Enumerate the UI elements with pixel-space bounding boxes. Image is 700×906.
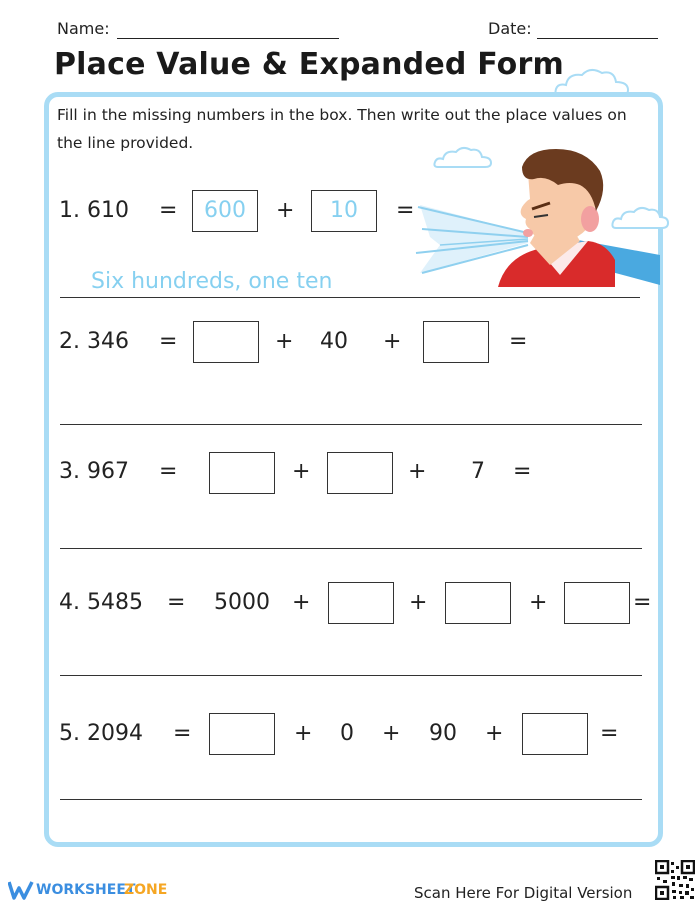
name-field-line[interactable] — [117, 38, 339, 39]
problem-1-box-tens[interactable]: 10 — [311, 190, 377, 232]
problem-4-number: 4. 5485 — [59, 590, 143, 615]
problem-1-answer-line[interactable] — [60, 297, 640, 298]
equals-sign: = — [159, 459, 178, 484]
problem-5-box-ones[interactable] — [522, 713, 588, 755]
problem-5-answer-line[interactable] — [60, 799, 642, 800]
date-label: Date: — [488, 19, 532, 38]
problem-4-given-thousands: 5000 — [214, 590, 270, 615]
problem-3-box-hundreds[interactable] — [209, 452, 275, 494]
problem-1-box-hundreds[interactable]: 600 — [192, 190, 258, 232]
problem-1-number: 1. 610 — [59, 198, 129, 223]
problem-3-number: 3. 967 — [59, 459, 129, 484]
plus-sign: + — [294, 721, 313, 746]
date-field-line[interactable] — [537, 38, 658, 39]
equals-sign: = — [159, 329, 178, 354]
plus-sign: + — [408, 459, 427, 484]
problem-3-answer-line[interactable] — [60, 548, 642, 549]
plus-sign: + — [485, 721, 504, 746]
plus-sign: + — [276, 198, 295, 223]
plus-sign: + — [382, 721, 401, 746]
plus-sign: + — [409, 590, 428, 615]
scan-text: Scan Here For Digital Version — [414, 884, 633, 902]
worksheet-zone-logo-icon — [8, 880, 34, 900]
problem-2-answer-line[interactable] — [60, 424, 642, 425]
problem-5-given-hundreds: 0 — [340, 721, 354, 746]
plus-sign: + — [383, 329, 402, 354]
instructions: Fill in the missing numbers in the box. Then write out the place values on the line provided. — [57, 106, 627, 152]
plus-sign: + — [529, 590, 548, 615]
blowing-man-illustration — [410, 145, 665, 295]
problem-3-given-ones: 7 — [471, 459, 485, 484]
plus-sign: + — [292, 590, 311, 615]
problem-5-given-tens: 90 — [429, 721, 457, 746]
equals-sign: = — [396, 198, 415, 223]
qr-code-icon[interactable] — [655, 860, 695, 900]
name-label: Name: — [57, 19, 110, 38]
equals-sign: = — [513, 459, 532, 484]
brand-name: WORKSHEET — [36, 882, 136, 898]
equals-sign: = — [167, 590, 186, 615]
problem-4-box-hundreds[interactable] — [328, 582, 394, 624]
problem-1-answer-text: Six hundreds, one ten — [91, 269, 333, 294]
equals-sign: = — [173, 721, 192, 746]
brand-zone: ZONE — [124, 882, 168, 898]
equals-sign: = — [509, 329, 528, 354]
page-title: Place Value & Expanded Form — [54, 47, 564, 82]
problem-5-box-thousands[interactable] — [209, 713, 275, 755]
plus-sign: + — [292, 459, 311, 484]
equals-sign: = — [600, 721, 619, 746]
problem-2-box-ones[interactable] — [423, 321, 489, 363]
problem-4-box-tens[interactable] — [445, 582, 511, 624]
equals-sign: = — [633, 590, 652, 615]
equals-sign: = — [159, 198, 178, 223]
problem-3-box-tens[interactable] — [327, 452, 393, 494]
plus-sign: + — [275, 329, 294, 354]
problem-2-box-hundreds[interactable] — [193, 321, 259, 363]
problem-2-number: 2. 346 — [59, 329, 129, 354]
problem-4-answer-line[interactable] — [60, 675, 642, 676]
problem-5-number: 5. 2094 — [59, 721, 143, 746]
problem-2-given-tens: 40 — [320, 329, 348, 354]
problem-4-box-ones[interactable] — [564, 582, 630, 624]
